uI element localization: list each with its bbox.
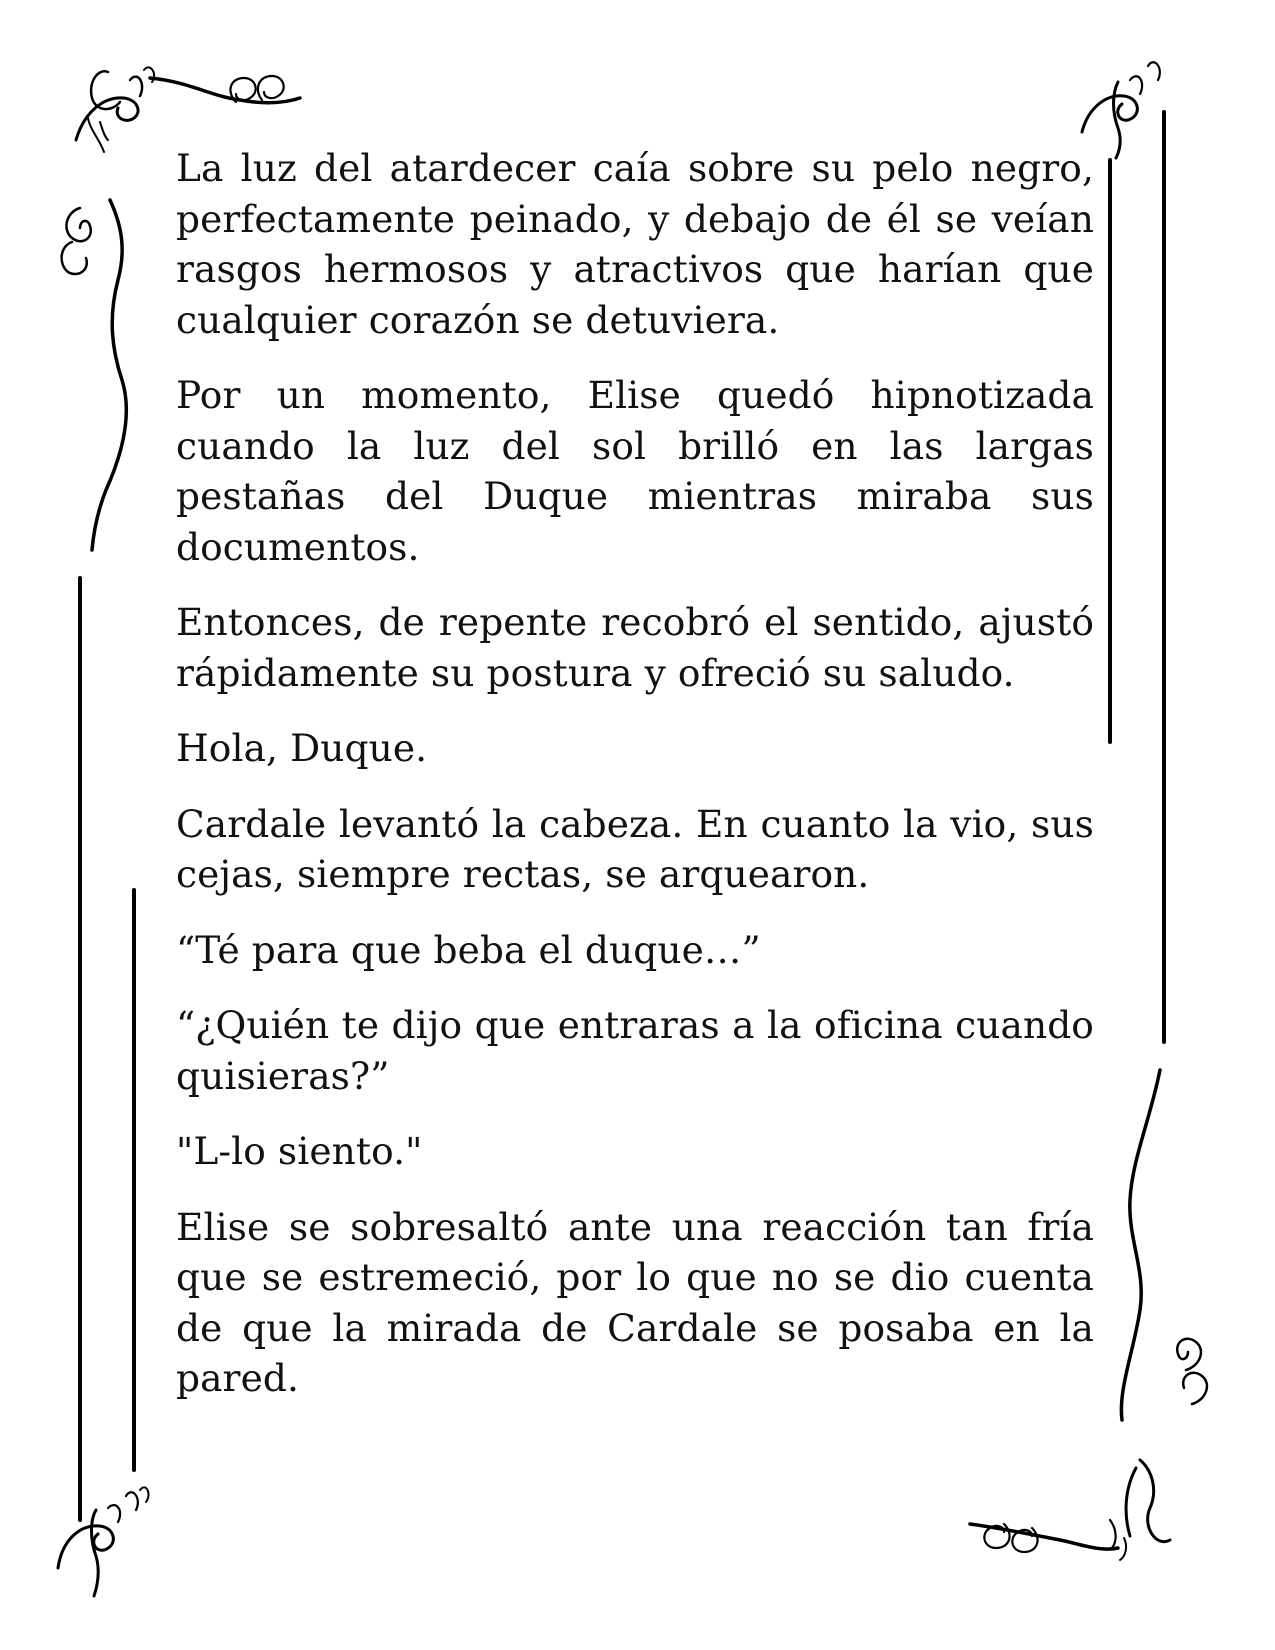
paragraph-9: Elise se sobresaltó ante una reacción tan fría que se estremeció, por lo que no se dio cuenta de que la mirada de Cardale se posaba en la pared. [176,1204,1094,1400]
paragraph-7: “¿Quién te dijo que entraras a la oficina cuando quisieras?” [176,1003,1094,1098]
paragraph-8: "L-lo siento." [176,1129,423,1173]
paragraph-2: Por un momento, Elise quedó hipnotizada cuando la luz del sol brilló en las largas pestañas del Duque mientras miraba sus documentos. [176,373,1094,569]
flourish-bottom-left-icon [58,1487,148,1596]
story-text [176,143,1094,1429]
paragraph-6: “Té para que beba el duque…” [176,927,761,972]
paragraph-1: La luz del atardecer caía sobre su pelo negro, perfectamente peinado, y debajo de él se veían rasgos hermosos y atractivos que harían que cualquier corazón se detuviera. [176,146,1094,342]
paragraph-3: Entonces, de repente recobró el sentido, ajustó rápidamente su postura y ofreció su saludo. [176,600,1094,695]
paragraph-5: Cardale levantó la cabeza. En cuanto la vio, sus cejas, siempre rectas, se arquearon. [176,801,1094,896]
paragraph-4: Hola, Duque. [176,726,428,770]
